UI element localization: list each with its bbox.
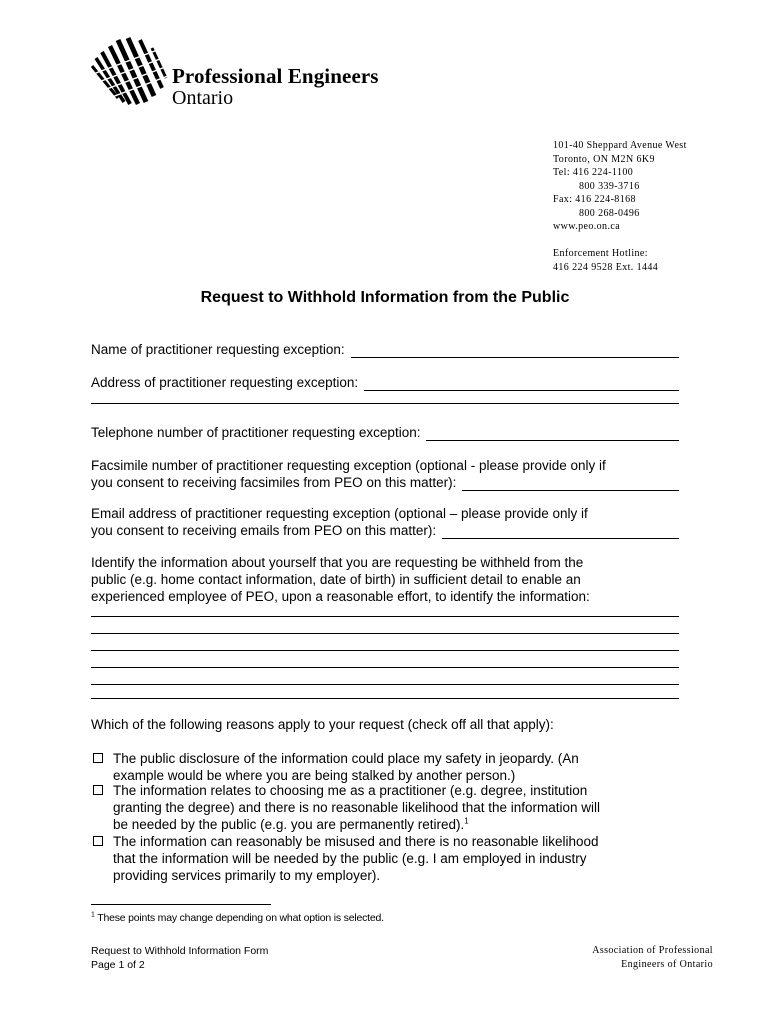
address-tel-tollfree: 800 339-3716 [579,180,640,192]
footnote-divider [91,904,271,905]
name-label: Name of practitioner requesting exception: [91,342,345,357]
email-field [91,505,679,539]
fax-label-line2: you consent to receiving facsimiles from PEO on this matter): [91,475,457,490]
name-input-line[interactable] [351,346,679,358]
address-label: Address of practitioner requesting exception: [91,375,359,390]
identify-input-line[interactable] [91,633,679,634]
reason-text: The information relates to choosing me as a practitioner (e.g. degree, institution [113,783,588,798]
email-label-line1: Email address of practitioner requesting exception (optional – please provide only if [91,506,588,521]
name-field [91,341,679,358]
logo-title: Professional Engineers [172,64,379,88]
footer-page-number: Page 1 of 2 [91,959,145,971]
footer-left [91,944,268,972]
identify-line2: public (e.g. home contact information, date of birth) in sufficient detail to enable an [91,572,581,587]
reason-checkbox[interactable] [93,753,103,763]
address-city: Toronto, ON M2N 6K9 [553,153,655,165]
footnote-text: These points may change depending on what option is selected. [97,912,384,924]
reasons-intro: Which of the following reasons apply to your request (check off all that apply): [91,717,554,732]
identify-input-line[interactable] [91,698,679,699]
identify-line1: Identify the information about yourself that you are requesting be withheld from the [91,555,584,570]
footnote-reference: 1 [464,816,469,826]
page-title: Request to Withhold Information from the Public [200,289,570,306]
reason-text: granting the degree) and there is no reasonable likelihood that the information will [113,800,601,815]
address-fax: Fax: 416 224-8168 [553,194,636,205]
identify-line3: experienced employee of PEO, upon a reasonable effort, to identify the information: [91,589,590,604]
address-website: www.peo.on.ca [553,221,621,232]
address-input-line[interactable] [364,379,679,391]
hotline-label: Enforcement Hotline: [553,248,648,259]
identify-input-line[interactable] [91,650,679,651]
fax-input-line[interactable] [462,479,679,491]
hotline-number: 416 224 9528 Ext. 1444 [553,261,659,273]
footer-org-line1: Association of Professional [592,945,713,956]
reason-text: example would be where you are being stalked by another person.) [113,768,516,783]
telephone-label: Telephone number of practitioner requesting exception: [91,425,421,440]
footer-org-line2: Engineers of Ontario [621,958,713,970]
peo-striped-logo-icon [88,36,168,111]
peo-logo [88,36,388,111]
reason-text: that the information will be needed by the public (e.g. I am employed in industry [113,851,587,866]
footer-form-name: Request to Withhold Information Form [91,945,269,957]
address-input-line-2[interactable] [91,403,679,404]
footnote-mark: 1 [91,911,95,919]
logo-subtitle: Ontario [172,87,234,109]
reason-checkbox[interactable] [93,836,103,846]
reason-checkbox[interactable] [93,785,103,795]
reason-text: be needed by the public (e.g. you are permanently retired). [113,817,465,832]
address-street: 101-40 Sheppard Avenue West [553,140,687,151]
identify-input-line[interactable] [91,684,679,685]
telephone-field [91,424,679,441]
identify-paragraph [91,554,691,605]
footer-right [592,944,713,971]
email-input-line[interactable] [442,527,679,539]
fax-label-line1: Facsimile number of practitioner requesting exception (optional - please provide only if [91,458,606,473]
address-block [553,139,687,274]
fax-field [91,457,679,491]
identify-input-line[interactable] [91,667,679,668]
identify-input-line[interactable] [91,616,679,617]
address-field [91,374,679,391]
reason-text: The information can reasonably be misused and there is no reasonable likelihood [113,834,599,849]
telephone-input-line[interactable] [426,429,679,441]
reason-text: The public disclosure of the information could place my safety in jeopardy. (An [113,751,579,766]
email-label-line2: you consent to receiving emails from PEO on this matter): [91,523,437,538]
address-tel: Tel: 416 224-1100 [553,167,634,178]
address-fax-tollfree: 800 268-0496 [579,207,640,219]
reason-text: providing services primarily to my employer). [113,868,381,883]
footnote [91,912,384,924]
